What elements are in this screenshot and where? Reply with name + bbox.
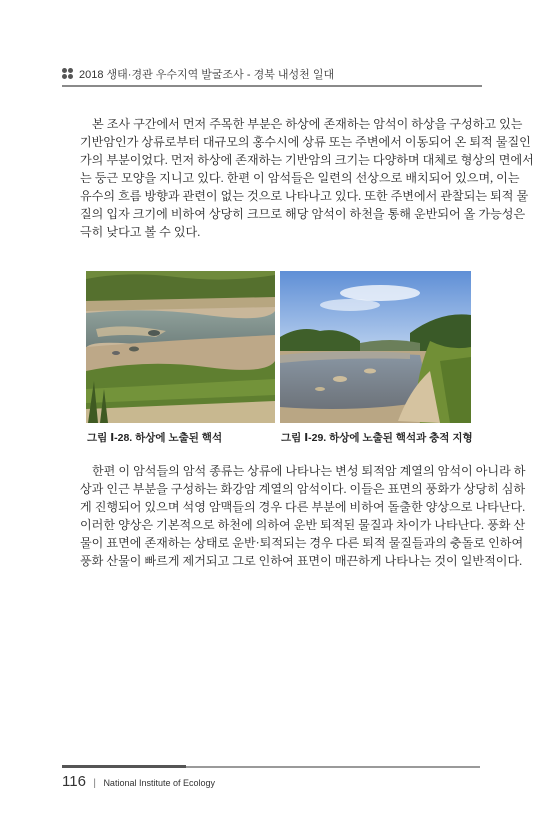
figure-caption: 그림 Ⅰ-28. 하상에 노출된 핵석 <box>87 432 223 444</box>
paragraph-line: 는 둥근 모양을 지니고 있다. 한편 이 암석들은 일련의 선상으로 배치되어 있으며, 이는 <box>80 171 520 185</box>
paragraph-line: 기반암인가 상류로부터 대규모의 홍수시에 상류 또는 주변에서 이동되어 온 퇴적 물질인 <box>80 135 531 149</box>
publisher-name: National Institute of Ecology <box>103 778 216 788</box>
body-paragraph-1 <box>80 115 534 241</box>
figure-caption: 그림 Ⅰ-29. 하상에 노출된 핵석과 충적 지형 <box>281 432 473 444</box>
header-divider <box>62 85 482 87</box>
paragraph-line: 한편 이 암석들의 암석 종류는 상류에 나타나는 변성 퇴적암 계열의 암석이 아니라 하 <box>92 464 526 478</box>
page-footer <box>62 773 215 791</box>
footer-divider-accent <box>62 765 186 768</box>
paragraph-line: 풍화 산물이 빠르게 제거되고 그로 인하여 표면이 매끈하게 나타나는 것이 일반적이다. <box>80 554 523 568</box>
paragraph-line: 게 진행되어 있으며 석영 암맥들의 경우 다른 부분에 비하여 돌출한 양상으로 나타난다. <box>80 500 526 514</box>
header-title: 2018 생태·경관 우수지역 발굴조사 - 경북 내성천 일대 <box>79 69 335 81</box>
paragraph-line: 물이 표면에 존재하는 상태로 운반·퇴적되는 경우 다른 퇴적 물질들과의 충돌로 인하여 <box>80 536 524 550</box>
paragraph-line: 본 조사 구간에서 먼저 주목한 부분은 하상에 존재하는 암석이 하상을 구성하고 있는 <box>92 117 523 131</box>
riverbed-alluvial-terrain-photo <box>280 271 471 423</box>
paragraph-line: 가의 부분이었다. 먼저 하상에 존재하는 기반암의 크기는 다양하며 대체로 형상의 면에서 <box>80 153 534 167</box>
running-header <box>62 64 482 88</box>
paragraph-line: 상과 인근 부분을 구성하는 화강암 계열의 암석이다. 이들은 표면의 풍화가 상당히 심하 <box>80 482 526 496</box>
riverbed-boulders-photo <box>86 271 275 423</box>
paragraph-line: 극히 낮다고 볼 수 있다. <box>80 225 201 239</box>
paragraph-line: 질의 입자 크기에 비하여 상당히 크므로 해당 암석이 하천을 통해 운반되어 올 가능성은 <box>80 207 526 221</box>
page-number: 116 <box>62 773 86 790</box>
footer-separator: | <box>93 778 96 789</box>
four-dot-bullet-icon <box>62 68 74 80</box>
paragraph-line: 이러한 양상은 기본적으로 하천에 의하여 운반 퇴적된 물질과 차이가 나타난다. 풍화 산 <box>80 518 526 532</box>
body-paragraph-2 <box>80 462 526 570</box>
paragraph-line: 유수의 흐름 방향과 관련이 없는 것으로 나타나고 있다. 또한 주변에서 관찰되는 퇴적 물 <box>80 189 529 203</box>
